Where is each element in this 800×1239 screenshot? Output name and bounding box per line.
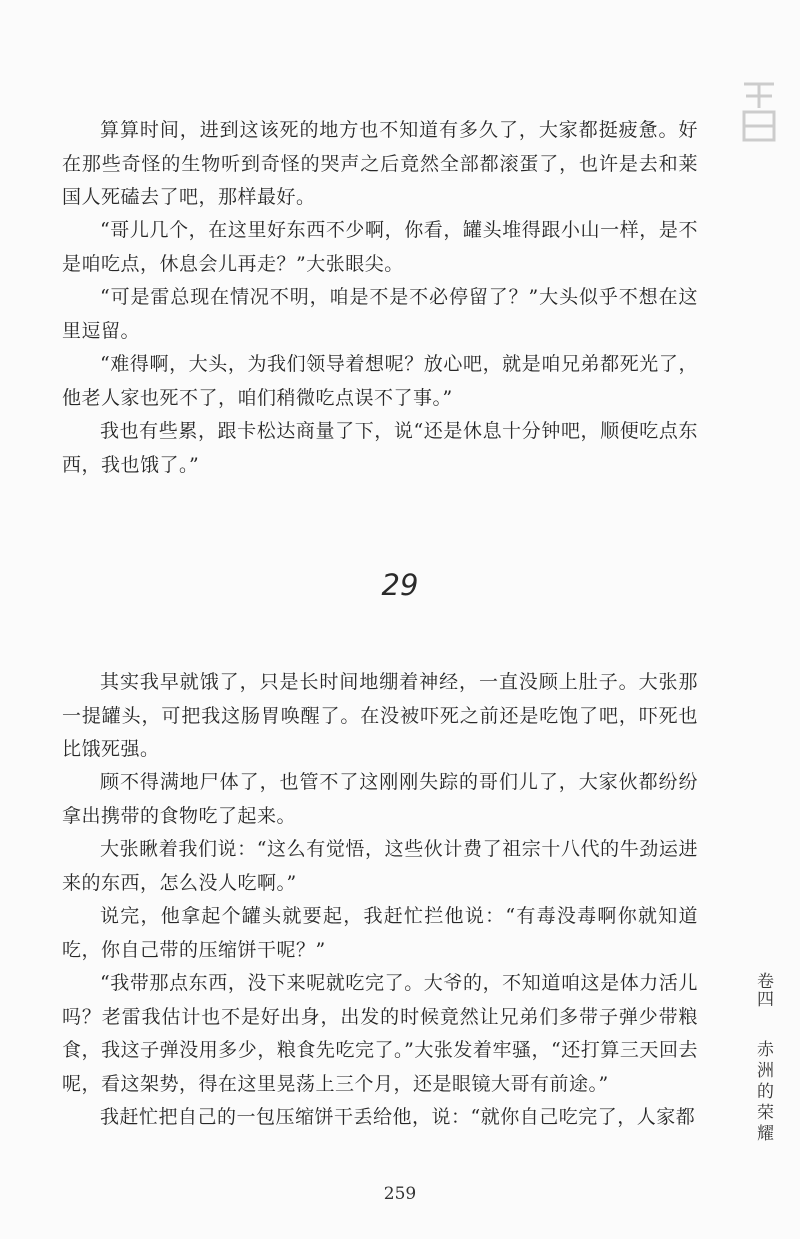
paragraph-10: “我带那点东西，没下来呢就吃完了。大爷的，不知道咱这是体力活儿吗？老雷我估计也不是好出身，出发的时候竟然让兄弟们多带子弹少带粮食，我这子弹没用多少，粮食先吃完了。”大张发着牢骚，“还打算三天回去呢，看这架势，得在这里晃荡上三个月，还是眼镜大哥有前途。” — [62, 972, 698, 1095]
paragraph-8: 大张瞅着我们说：“这么有觉悟，这些伙计费了祖宗十八代的牛劲运进来的东西，怎么没人吃啊。” — [62, 838, 698, 894]
side-book-title: 赤洲的荣耀 — [753, 1040, 773, 1145]
side-volume-label: 卷四 — [753, 972, 773, 1008]
paragraph-3: “可是雷总现在情况不明，咱是不是不必停留了？”大头似乎不想在这里逗留。 — [62, 286, 698, 342]
paragraph-4: “难得啊，大头，为我们领导着想呢？放心吧，就是咱兄弟都死光了，他老人家也死不了，咱们稍微吃点误不了事。” — [62, 353, 698, 409]
paragraph-1: 算算时间，进到这该死的地方也不知道有多久了，大家都挺疲惫。好在那些奇怪的生物听到奇怪的哭声之后竟然全部都滚蛋了，也许是去和莱国人死磕去了吧，那样最好。 — [62, 119, 698, 208]
faded-corner-mark-icon — [736, 78, 782, 148]
chapter-number: 29 — [381, 568, 419, 602]
paragraph-11: 我赶忙把自己的一包压缩饼干丢给他，说：“就你自己吃完了，人家都 — [100, 1106, 696, 1128]
paragraph-5: 我也有些累，跟卡松达商量了下，说“还是休息十分钟吧，顺便吃点东西，我也饿了。” — [62, 420, 698, 476]
paragraph-2: “哥儿几个，在这里好东西不少啊，你看，罐头堆得跟小山一样，是不是咱吃点，休息会儿再走？”大张眼尖。 — [62, 219, 698, 275]
page-number: 259 — [383, 1184, 417, 1204]
paragraph-9: 说完，他拿起个罐头就要起，我赶忙拦他说：“有毒没毒啊你就知道吃，你自己带的压缩饼干呢？” — [62, 905, 698, 961]
paragraph-6: 其实我早就饿了，只是长时间地绷着神经，一直没顾上肚子。大张那一提罐头，可把我这肠胃唤醒了。在没被吓死之前还是吃饱了吧，吓死也比饿死强。 — [62, 671, 698, 760]
paragraph-7: 顾不得满地尸体了，也管不了这刚刚失踪的哥们儿了，大家伙都纷纷拿出携带的食物吃了起来。 — [62, 771, 698, 827]
